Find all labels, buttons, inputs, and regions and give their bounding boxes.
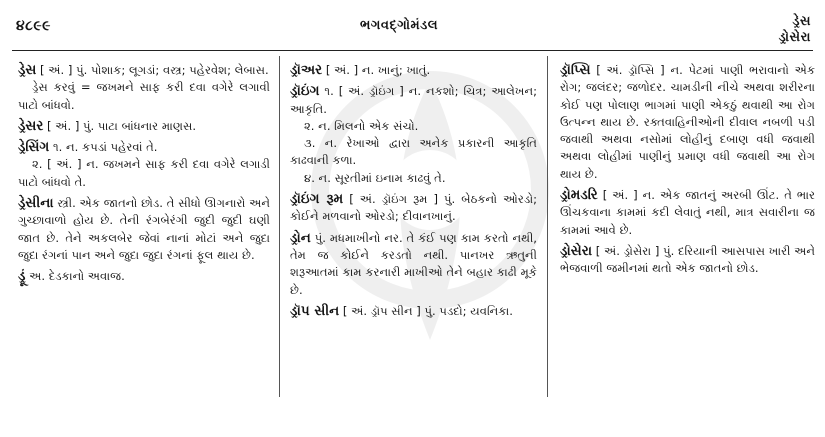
entry-headword: ડ્રૉઅર xyxy=(290,62,323,78)
entry-headword: ડ્રોન xyxy=(290,229,311,246)
dictionary-entry xyxy=(560,62,815,183)
entry-headword: ડ્રેસ xyxy=(18,62,37,78)
dictionary-entry xyxy=(18,268,270,285)
dictionary-entry xyxy=(290,191,537,226)
guide-word-last: ડ્રોસેરા xyxy=(778,30,811,45)
entry-headword: ડ્રેસર xyxy=(18,117,44,134)
entry-headword: ડ્રૉપ્સિ xyxy=(560,62,591,78)
entry-definition: [ અં. ] પું. પોશાક; લૂગડાં; વસ્ત્ર; પહેરવેશ; લેબાસ. xyxy=(40,63,269,77)
entry-headword: ડ્રૉપ સીન xyxy=(290,302,340,319)
entry-definition: અ. દેડકાનો અવાજ. xyxy=(29,269,125,284)
entry-subsense: ૨. ન. મિલનો એક સંચો. xyxy=(304,118,419,133)
entry-subsense: ૩. ન. રેખાઓ દ્વારા અનેક પ્રકારની આકૃતિ કાઢવાની કળા. xyxy=(290,136,537,168)
entry-definition: [ અં. ] પું. પાટા બાંધનાર માણસ. xyxy=(47,118,197,133)
entry-definition: પું. મધમાખીનો નર. તે કંઈ પણ કામ કરતો નથી, તેમ જ કોઈને કરડતો નથી. પાનખર ઋતુની શરૂઆતમાં કામ કરનારી માખીઓ તેને બહાર કાઢી મૂકે છે. xyxy=(290,230,537,297)
column-divider xyxy=(279,56,280,397)
dictionary-entry xyxy=(290,230,537,299)
entry-headword: ડ્રેસીના xyxy=(18,195,54,212)
header-rule xyxy=(12,50,813,51)
dictionary-entry xyxy=(18,118,270,135)
entry-subsense: ડ્રેસ કરવું = જખમને સાફ કરી દવા વગેરે લગાવી પાટો બાંધવો. xyxy=(18,80,270,112)
entry-headword: ડ્રૉઇંગ રૂમ xyxy=(290,191,344,208)
column-divider xyxy=(547,56,548,397)
dictionary-entry xyxy=(290,62,537,79)
entry-definition: [ અં. ડ્રૉઇંગ રૂમ ] પું. બેઠકનો ઓરડો; કોઈને મળવાનો ઓરડો; દીવાનખાનું. xyxy=(290,192,538,224)
dictionary-entry xyxy=(18,195,270,264)
dictionary-entry xyxy=(290,303,537,320)
entry-subsense: ૨. [ અં. ] ન. જખમને સાફ કરી દવા વગેરે લગાડી પાટો બાંધવો તે. xyxy=(18,157,270,189)
page-title: ભગવદ્ગોમંડલ xyxy=(360,18,439,33)
entry-definition: સ્ત્રી. એક જાતનો છોડ. તે સીધો ઊગનારો અને ગુચ્છાવાળો હોય છે. તેની રંગબેરંગી જુદી જુદી ઘણી જાત છે. તેને અકલબેર જેવાં નાનાં મોટાં અને જુદા જુદા રંગનાં પાન અને જુદા જુદા રંગનાં ફૂલ થાય છે. xyxy=(18,196,270,262)
entry-headword: ડ્રોસેરા xyxy=(560,242,593,259)
entry-headword: ડ્રેસિંગ xyxy=(18,139,50,156)
dictionary-entry xyxy=(18,62,270,114)
entry-definition: [ અં. ડ્રૉપ્સિ ] ન. પેટમાં પાણી ભરાવાનો એક રોગ; જલંદર; જળોદર. ચામડીની નીચે અથવા શરીરના કોઈ પણ પોલાણ ભાગમાં પાણી એકઠું થવાથી આ રોગ ઉત્પન્ન થાય છે. રક્તવાહિનીઓની દીવાલ નબળી પડી જવાથી અથવા નસોમાં લોહીનું દબાણ વધી જવાથી અથવા લોહીમાં પાણીનું પ્રમાણ વધી જવાથી આ રોગ થાય છે. xyxy=(560,63,816,181)
page-number: ૪૮૯૯ xyxy=(16,18,51,34)
entry-headword: ડ્રૉઇંગ xyxy=(290,83,320,100)
column-3 xyxy=(560,62,815,282)
dictionary-entry xyxy=(18,139,270,191)
dictionary-entry xyxy=(560,187,815,239)
column-1 xyxy=(18,62,270,290)
entry-definition: ૧. ન. કપડાં પહેરવાં તે. xyxy=(52,140,158,155)
entry-subsense: ૪. ન. સૂરતીમાં ઇનામ કાઢવું તે. xyxy=(304,170,446,185)
entry-definition: ૧. [ અં. ડ્રૉઇંગ ] ન. નકશો; ચિત્ર; આલેખન; આકૃતિ. xyxy=(290,84,537,116)
entry-definition: [ અં. ] ન. ખાનું; ખાતું. xyxy=(325,63,431,77)
dictionary-entry xyxy=(560,243,815,278)
dictionary-entry xyxy=(290,83,537,187)
entry-definition: [ અં. ડ્રૉપ સીન ] પું. પડદો; યવનિકા. xyxy=(342,303,513,318)
guide-words xyxy=(779,14,811,46)
entry-headword: ડ્રોમડરિ xyxy=(560,187,598,204)
entry-headword: ડ્રૂં xyxy=(18,268,26,285)
entry-definition: [ અં. ] ન. એક જાતનું અરબી ઊંટ. તે ભાર ઊંચકવાના કામમાં કદી લેવાતું નથી, માત્ર સવારીના જ કામમાં આવે છે. xyxy=(560,188,816,237)
column-2 xyxy=(290,62,537,324)
entry-definition: [ અં. ડ્રોસેરા ] પું. દરિયાની આસપાસ ખારી અને ભેજવાળી જમીનમાં થતો એક જાતનો છોડ. xyxy=(560,243,815,276)
guide-word-first: ડ્રેસ xyxy=(792,14,811,29)
